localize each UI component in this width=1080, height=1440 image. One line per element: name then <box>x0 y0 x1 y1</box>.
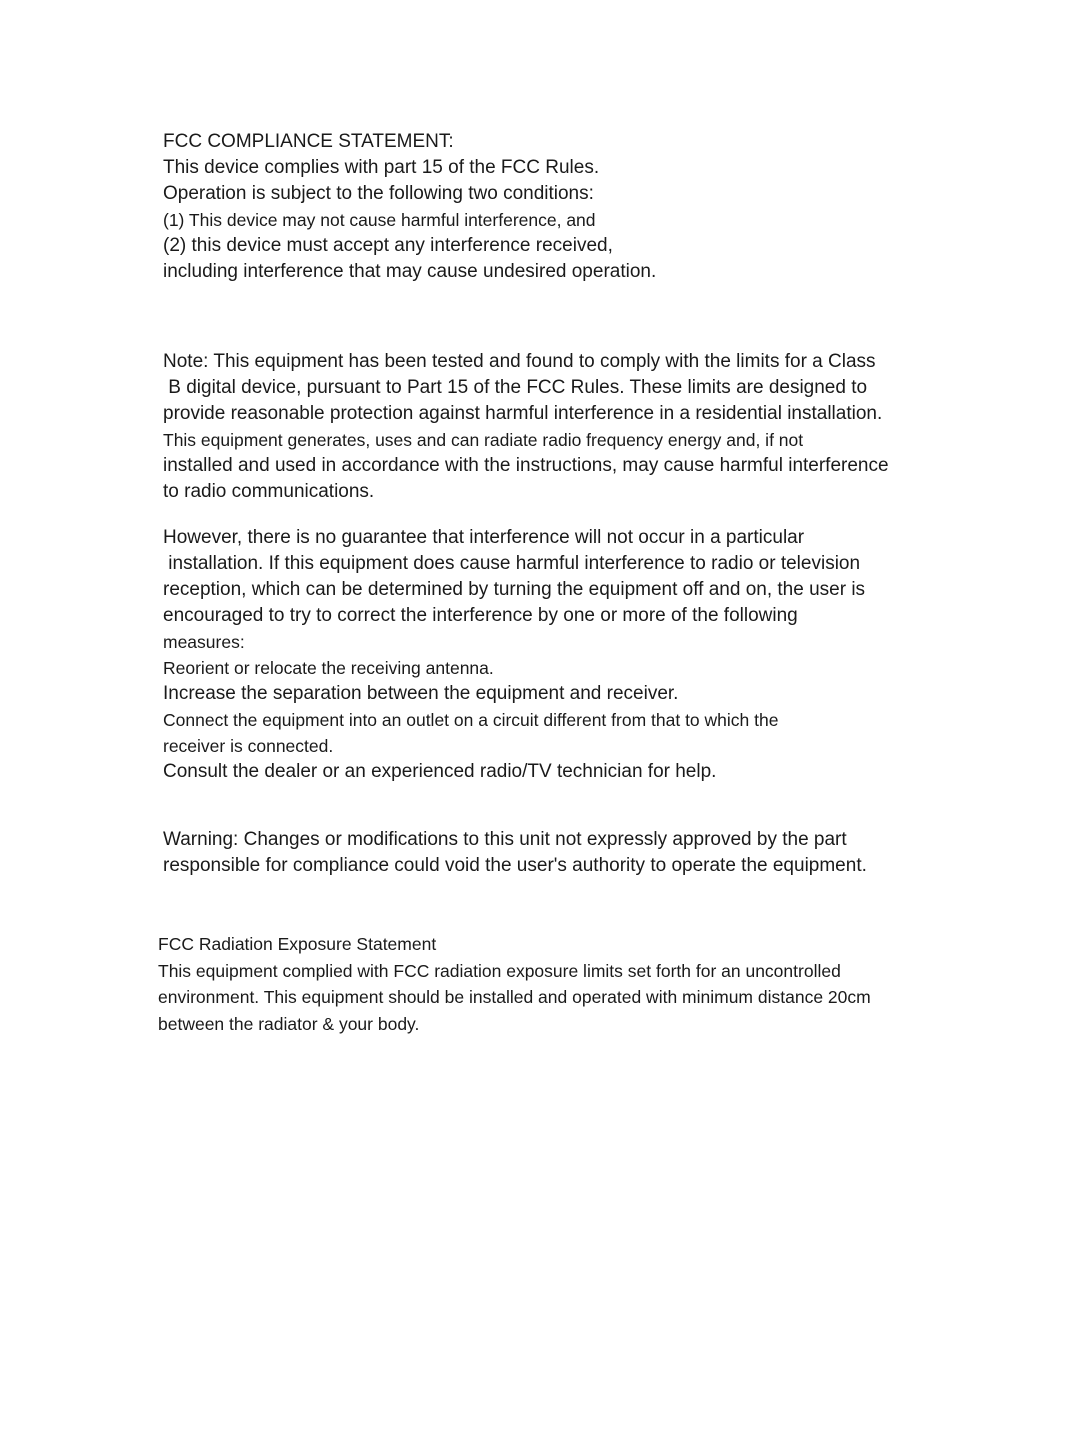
measure-item: receiver is connected. <box>163 736 334 756</box>
note-line: B digital device, pursuant to Part 15 of the FCC Rules. These limits are designed to <box>163 377 868 398</box>
note-line: This equipment generates, uses and can radiate radio frequency energy and, if not <box>163 430 804 450</box>
measure-item: Reorient or relocate the receiving antenna. <box>163 658 494 678</box>
note-line: Note: This equipment has been tested and found to comply with the limits for a Class <box>163 351 876 372</box>
radiation-line: environment. This equipment should be installed and operated with minimum distance 20cm <box>158 987 871 1007</box>
however-line: installation. If this equipment does cause harmful interference to radio or television <box>163 553 861 574</box>
compliance-line: including interference that may cause undesired operation. <box>163 261 657 282</box>
fcc-radiation-exposure-statement <box>158 931 978 1037</box>
compliance-title: FCC COMPLIANCE STATEMENT: <box>163 131 454 152</box>
note-line: provide reasonable protection against harmful interference in a residential installation. <box>163 403 883 424</box>
compliance-condition-1: (1) This device may not cause harmful interference, and <box>163 210 596 230</box>
note-line: to radio communications. <box>163 481 375 502</box>
measure-item: Increase the separation between the equipment and receiver. <box>163 683 679 704</box>
however-line: reception, which can be determined by turning the equipment off and on, the user is <box>163 579 866 600</box>
radiation-line: This equipment complied with FCC radiation exposure limits set forth for an uncontrolled <box>158 960 841 981</box>
compliance-line: Operation is subject to the following two conditions: <box>163 183 594 204</box>
however-line: measures: <box>163 632 245 652</box>
warning-line: responsible for compliance could void the user's authority to operate the equipment. <box>163 855 867 876</box>
however-line: encouraged to try to correct the interference by one or more of the following <box>163 605 798 626</box>
however-line: However, there is no guarantee that interference will not occur in a particular <box>163 527 805 548</box>
however-paragraph <box>163 525 983 785</box>
warning-line: Warning: Changes or modifications to this unit not expressly approved by the part <box>163 829 847 850</box>
measure-item: Consult the dealer or an experienced radio/TV technician for help. <box>163 761 717 782</box>
measure-item: Connect the equipment into an outlet on a circuit different from that to which the <box>163 710 779 730</box>
compliance-line: This device complies with part 15 of the FCC Rules. <box>163 157 600 178</box>
note-paragraph <box>163 349 983 505</box>
radiation-title: FCC Radiation Exposure Statement <box>158 934 437 954</box>
note-line: installed and used in accordance with the instructions, may cause harmful interference <box>163 455 889 476</box>
compliance-condition-2: (2) this device must accept any interference received, <box>163 235 613 256</box>
fcc-compliance-statement <box>163 129 983 285</box>
warning-paragraph <box>163 827 983 879</box>
radiation-line: between the radiator & your body. <box>158 1013 420 1034</box>
